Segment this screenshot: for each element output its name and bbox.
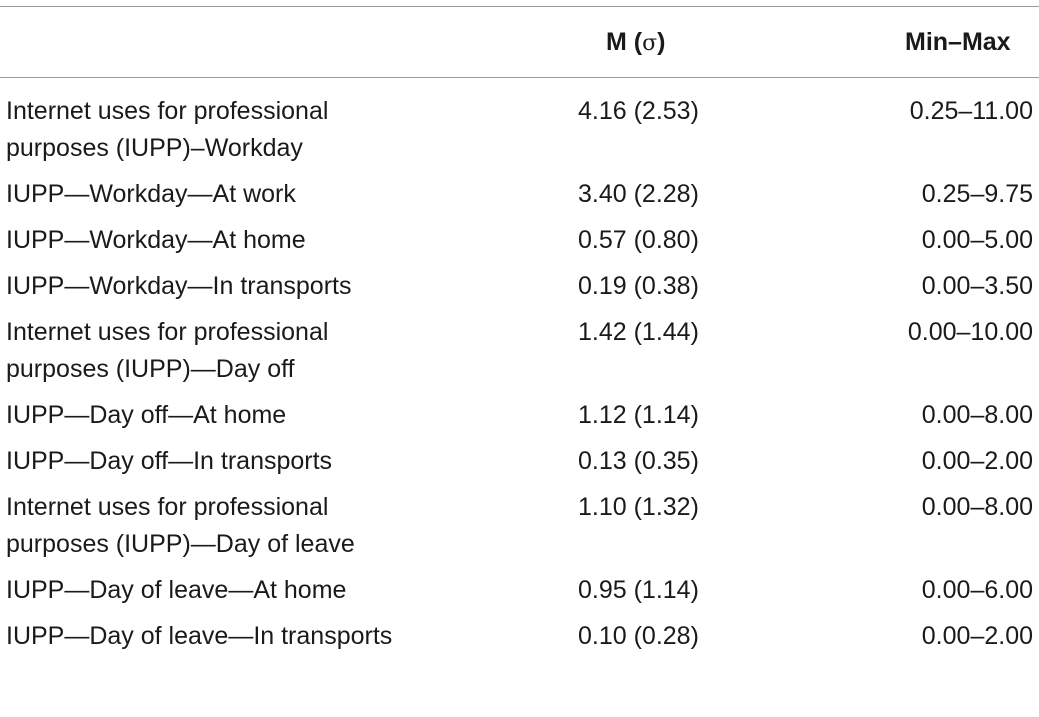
row-min-max: 0.00–2.00 [921,622,1033,650]
row-label: IUPP—Workday—In transports [6,272,352,300]
row-min-max: 0.00–3.50 [921,272,1033,300]
table-row [0,93,1039,176]
row-min-max: 0.00–6.00 [921,576,1033,604]
row-mean-sd: 0.95 (1.14) [578,576,699,604]
table-row [0,314,1039,397]
table-row [0,397,1039,443]
row-mean-sd: 1.42 (1.44) [578,318,699,346]
table-body [0,93,1039,664]
row-label: Internet uses for professional purposes (IUPP)—Day off [6,318,329,383]
row-min-max: 0.00–8.00 [921,401,1033,429]
row-mean-sd: 1.12 (1.14) [578,401,699,429]
table-row [0,268,1039,314]
row-min-max: 0.00–2.00 [921,447,1033,475]
row-mean-sd: 3.40 (2.28) [578,180,699,208]
row-mean-sd: 4.16 (2.53) [578,97,699,125]
row-label: IUPP—Day of leave—In transports [6,622,393,650]
row-label: Internet uses for professional purposes (IUPP)—Day of leave [6,493,355,558]
table-top-rule [0,6,1039,7]
row-min-max: 0.25–9.75 [921,180,1033,208]
row-min-max: 0.00–10.00 [907,318,1033,346]
row-label: IUPP—Day off—At home [6,401,287,429]
row-label: IUPP—Workday—At home [6,226,306,254]
sigma-symbol: σ [642,31,658,56]
table-row [0,176,1039,222]
table-row [0,618,1039,664]
row-mean-sd: 1.10 (1.32) [578,493,699,521]
row-label: IUPP—Day off—In transports [6,447,333,475]
row-min-max: 0.00–8.00 [921,493,1033,521]
table-header-rule [0,77,1039,78]
row-label: IUPP—Day of leave—At home [6,576,347,604]
row-min-max: 0.25–11.00 [909,97,1033,125]
row-min-max: 0.00–5.00 [921,226,1033,254]
row-mean-sd: 0.19 (0.38) [578,272,699,300]
header-min-max: Min–Max [905,28,1011,56]
table-row [0,443,1039,489]
row-label: IUPP—Workday—At work [6,180,296,208]
row-mean-sd: 0.13 (0.35) [578,447,699,475]
table-row [0,489,1039,572]
row-mean-sd: 0.57 (0.80) [578,226,699,254]
row-label: Internet uses for professional purposes (IUPP)–Workday [6,97,329,162]
header-mean-sd: M (σ) [606,28,666,56]
row-mean-sd: 0.10 (0.28) [578,622,699,650]
table-row [0,572,1039,618]
table-row [0,222,1039,268]
table-header-row [0,28,1039,64]
